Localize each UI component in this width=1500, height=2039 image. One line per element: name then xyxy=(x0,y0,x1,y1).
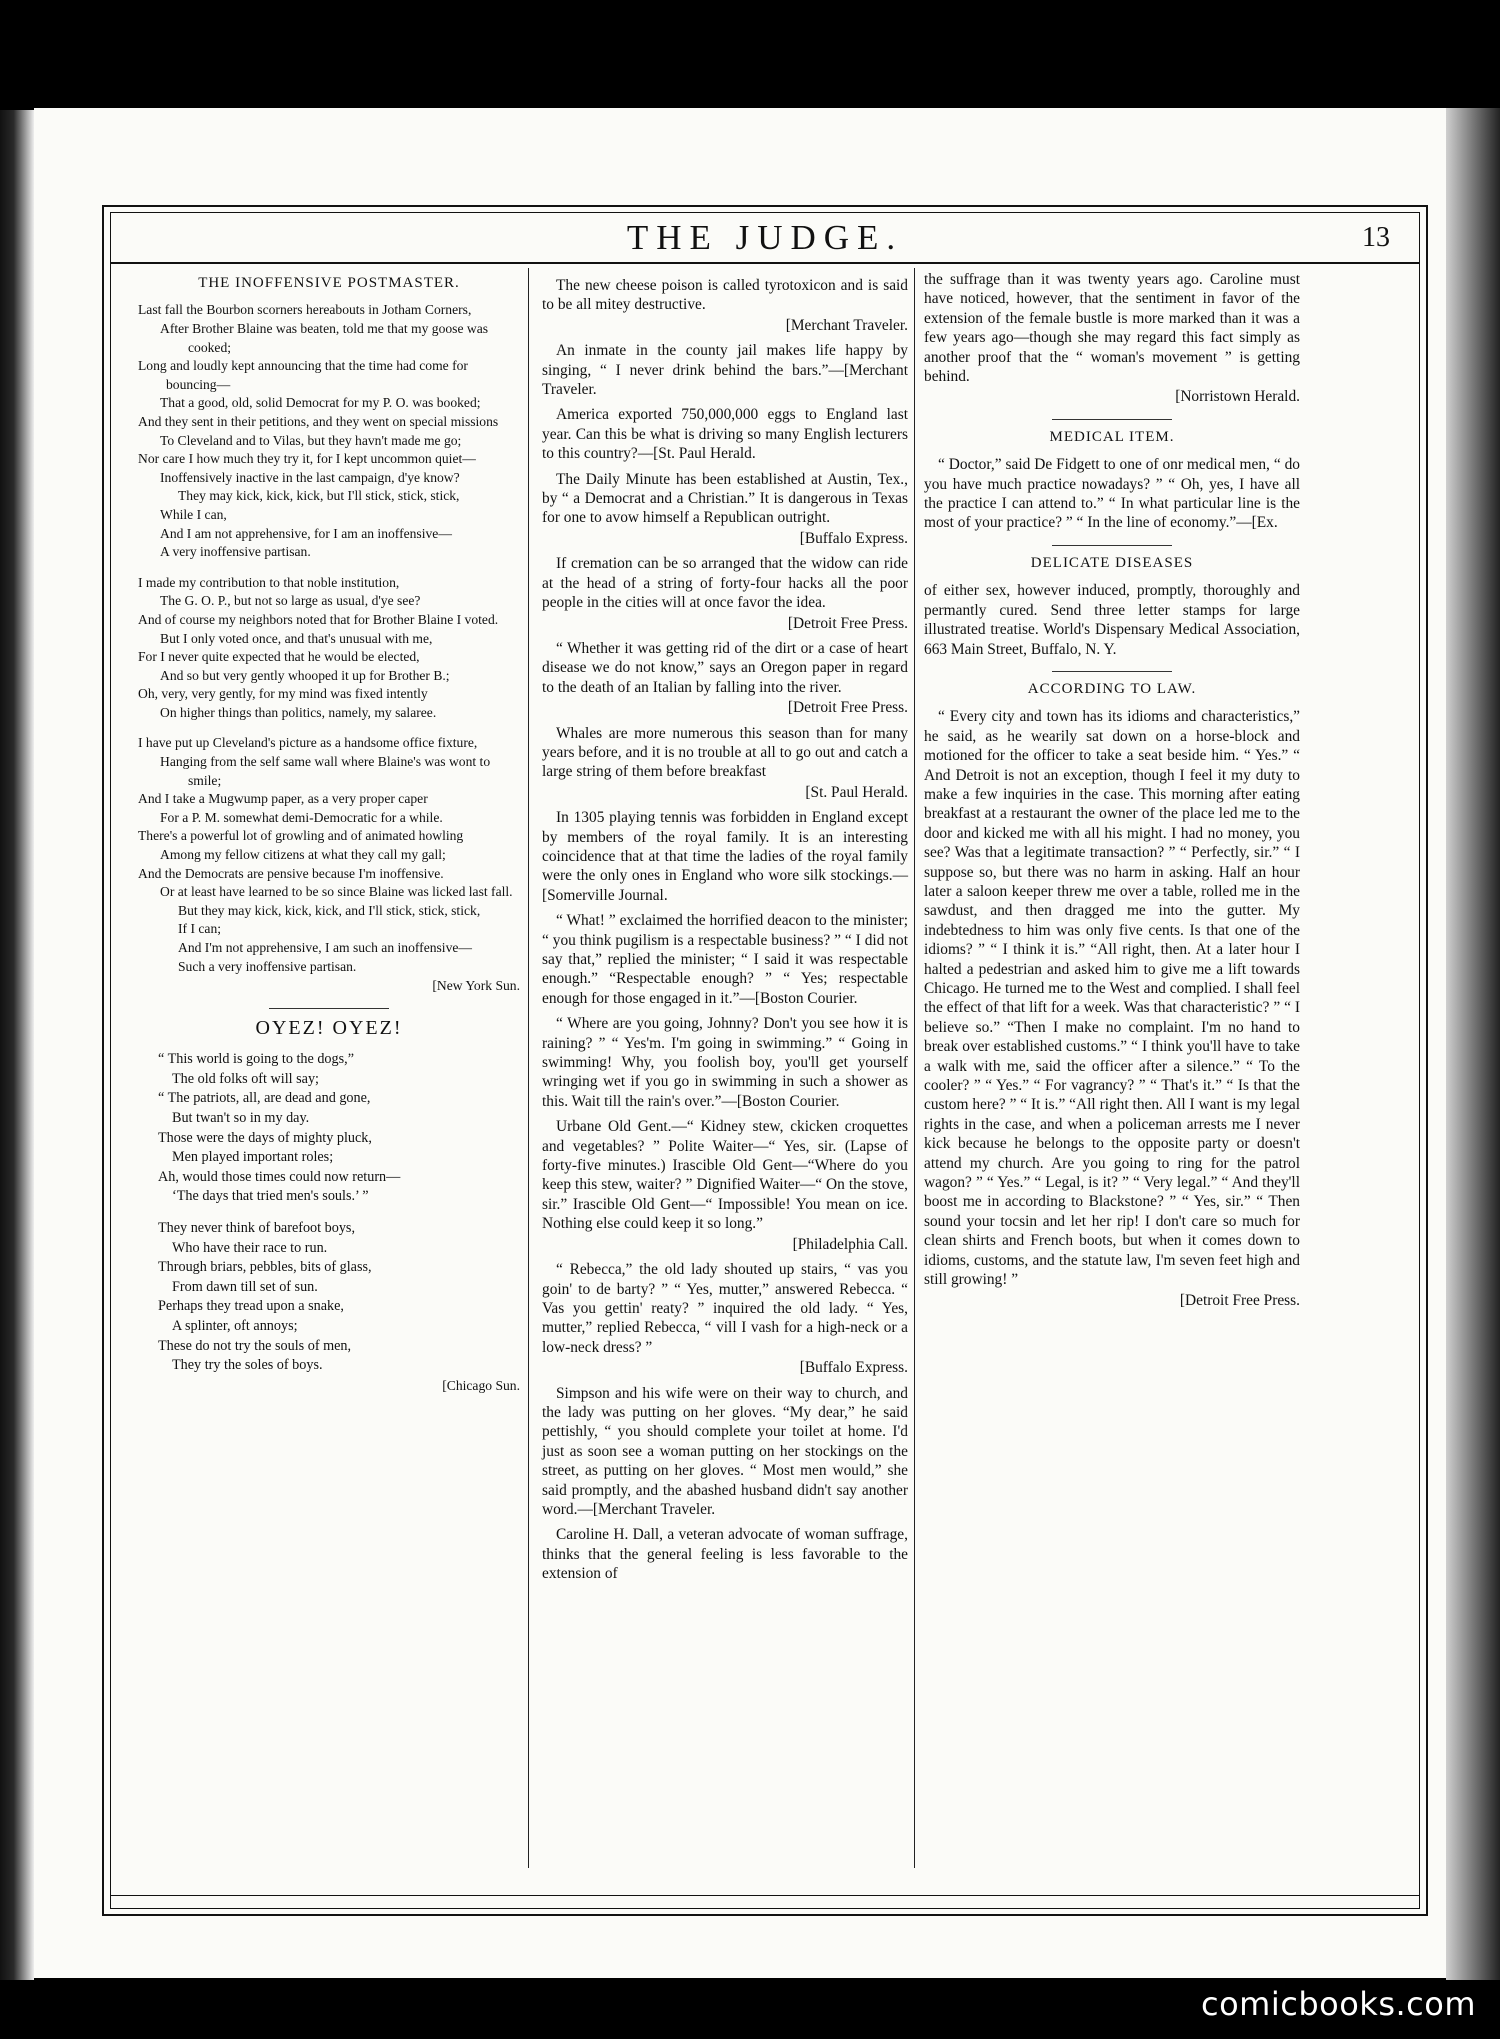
poem-stanza-4 xyxy=(138,1050,520,1207)
site-watermark: comicbooks.com xyxy=(1200,1985,1476,2023)
page-edge-stack xyxy=(1446,108,1500,1980)
verse-line: Nor care I how much they try it, for I kept uncommon quiet— xyxy=(138,451,476,467)
column-right xyxy=(924,270,1300,1310)
source-credit: [St. Paul Herald. xyxy=(805,783,908,801)
verse-line: Or at least have learned to be so since Blaine was licked last fall. xyxy=(160,884,513,900)
article-body: “ Doctor,” said De Fidgett to one of onr medical men, “ do you have much practice nowadays? ” “ Oh, yes, I have all the practice I can attend to.” “ In what particular line is the most of your practice? ” “ In the line of economy.”—[Ex. xyxy=(924,456,1300,532)
news-item: In 1305 playing tennis was forbidden in England except by members of the royal family. It is an interesting coincidence that at that time the ladies of the royal family were the only ones in England who wore silk stockings.—[Somerville Journal. xyxy=(542,809,908,904)
verse-line: If I can; xyxy=(178,921,222,937)
news-item: The Daily Minute has been established at Austin, Tex., by “ a Democrat and a Christian.” It is dangerous in Texas for one to avow himself a Republican outright. xyxy=(542,470,908,527)
book-binding xyxy=(0,110,34,1980)
verse-line: They may kick, kick, kick, but I'll stick, stick, stick, xyxy=(178,488,460,504)
advert-body: of either sex, however induced, promptly, thoroughly and permantly cured. Send three letter stamps for large illustrated treatise. World's Dispensary Medical Association, 663 Main Street, Buffalo, N. Y. xyxy=(924,582,1300,658)
verse-line: Last fall the Bourbon scorners hereabouts in Jotham Corners, xyxy=(138,302,472,318)
poem-stanza-5 xyxy=(138,1219,520,1395)
verse-line: Hanging from the self same wall where Blaine's was wont to smile; xyxy=(160,754,491,788)
poem-title: THE INOFFENSIVE POSTMASTER. xyxy=(198,275,460,291)
column-divider-2 xyxy=(914,268,915,1868)
verse-line: And I take a Mugwump paper, as a very proper caper xyxy=(138,791,428,807)
verse-line: They try the soles of boys. xyxy=(172,1357,323,1374)
verse-line: A very inoffensive partisan. xyxy=(160,544,311,560)
source-credit: [Buffalo Express. xyxy=(799,1359,908,1377)
poem-title: OYEZ! OYEZ! xyxy=(255,1016,403,1039)
verse-line: Such a very inoffensive partisan. xyxy=(178,958,357,974)
verse-line: There's a powerful lot of growling and of animated howling xyxy=(138,828,464,844)
news-item: Caroline H. Dall, a veteran advocate of woman suffrage, thinks that the general feeling is less favorable to the extension of xyxy=(542,1526,908,1583)
source-credit: [Detroit Free Press. xyxy=(787,699,908,717)
verse-line: For I never quite expected that he would be elected, xyxy=(138,649,420,665)
news-item-continuation: the suffrage than it was twenty years ago. Caroline must have noticed, however, that the sentiment in favor of the extension of the female bustle is more marked than it was a few years ago—though she may regard this fact simply as another proof that the “ woman's movement ” is getting behind. xyxy=(924,271,1300,386)
source-credit: [Merchant Traveler. xyxy=(785,316,908,334)
verse-line: I have put up Cleveland's picture as a handsome office fixture, xyxy=(138,735,478,751)
advert-title: DELICATE DISEASES xyxy=(1030,554,1194,571)
masthead-rule xyxy=(110,262,1420,264)
page-number: 13 xyxy=(1362,222,1390,253)
source-credit: [Chicago Sun. xyxy=(442,1377,520,1393)
verse-line: Perhaps they tread upon a snake, xyxy=(158,1298,344,1315)
verse-line: These do not try the souls of men, xyxy=(158,1337,352,1354)
verse-line: But I only voted once, and that's unusual with me, xyxy=(160,630,433,646)
verse-line: Inoffensively inactive in the last campaign, d'ye know? xyxy=(160,469,460,485)
column-left xyxy=(138,270,520,1397)
article-body: “ Every city and town has its idioms and characteristics,” he said, as he wearily sat down on a horse-block and motioned for the officer to take a seat beside him. “ Yes.” “ And Detroit is not an exception, though I feel it my duty to make a few inquiries in the case. This morning after eating breakfast at a restaurant the owner of the place led me to the door and kicked me with all his might. I had no money, you see? Was that a legitimate transaction? ” “ Perfectly, sir.” “ I suppose so, but there was no harm in asking. Half an hour later a saloon keeper threw me over a table, rolled me in the sawdust, and then dragged me into the gutter. My indebtedness to him was only five cents. Is that one of the idioms? ” “ I think it is.” “All right, then. At a later hour I halted a pedestrian and asked him to give me a lift towards Chicago. He turned me to the West and complied. I shall feel the effect of that lift for a week. Was that characteristic? ” “ I believe so.” “Then I make no complaint. I'm no hand to break over established customs.” “ I think you'll have to take a walk with me, said the officer after a silence.” “ To the cooler? ” “ Yes.” “ For vagrancy? ” “ That's it.” “ Is that the custom here? ” “ It is.” “All right then. All I want is my legal rights in the case, and when a policeman arrests me I never kick because he belongs to the opposite party or doesn't attend my church. Are you going to ring for the patrol wagon? ” “ Yes.” “ Legal, is it? ” “ Very legal.” “ And they'll boost me in according to Blackstone? ” “ Yes, sir.” “ Then sound your tocsin and let her rip! I don't care so much for clean shirts and French boots, but when it comes down to idioms, customs, and the statute law, I'm seven feet high and still growing! ” xyxy=(924,708,1300,1289)
verse-line: The G. O. P., but not so large as usual, d'ye see? xyxy=(160,593,421,609)
page-bottom-rule xyxy=(110,1895,1420,1896)
verse-line: The old folks oft will say; xyxy=(172,1070,319,1087)
source-credit: [Philadelphia Call. xyxy=(792,1235,908,1253)
source-credit: [Detroit Free Press. xyxy=(787,614,908,632)
verse-line: And I am not apprehensive, for I am an inoffensive— xyxy=(160,525,452,541)
verse-line: Oh, very, very gently, for my mind was fixed intently xyxy=(138,686,428,702)
verse-line: While I can, xyxy=(160,506,227,522)
verse-line: Men played important roles; xyxy=(172,1149,334,1166)
news-item: Whales are more numerous this season than for many years before, and it is no trouble at all to go out and catch a large string of them before breakfast xyxy=(542,724,908,781)
source-credit: [Norristown Herald. xyxy=(1175,388,1300,406)
verse-line: And I'm not apprehensive, I am such an inoffensive— xyxy=(178,940,473,955)
news-item: The new cheese poison is called tyrotoxicon and is said to be all mitey destructive. xyxy=(542,277,908,314)
source-credit: [New York Sun. xyxy=(432,978,520,994)
section-rule xyxy=(269,1008,389,1009)
news-item: If cremation can be so arranged that the widow can ride at the head of a string of forty-four hacks all the poor people in the cities will at once favor the idea. xyxy=(542,555,908,612)
poem-stanza-1 xyxy=(138,301,520,561)
verse-line: To Cleveland and to Vilas, but they havn't made me go; xyxy=(160,432,462,448)
verse-line: I made my contribution to that noble institution, xyxy=(138,574,400,590)
masthead xyxy=(110,212,1420,262)
source-credit: [Buffalo Express. xyxy=(799,529,908,547)
verse-line: After Brother Blaine was beaten, told me that my goose was cooked; xyxy=(160,321,489,355)
verse-line: But twan't so in my day. xyxy=(172,1109,310,1126)
verse-line: Those were the days of mighty pluck, xyxy=(158,1129,372,1146)
verse-line: From dawn till set of sun. xyxy=(172,1278,318,1295)
news-item: America exported 750,000,000 eggs to England last year. Can this be what is driving so many English lecturers to this country?—[St. Paul Herald. xyxy=(542,406,908,463)
news-item: An inmate in the county jail makes life happy by singing, “ I never drink behind the bars.”—[Merchant Traveler. xyxy=(542,342,908,399)
verse-line: Through briars, pebbles, bits of glass, xyxy=(158,1259,372,1276)
news-item: Urbane Old Gent.—“ Kidney stew, ckicken croquettes and vegetables? ” Polite Waiter—“ Yes, sir. (Lapse of forty-five minutes.) Irascible Old Gent—“Where do you keep this stew, waiter? ” Dignified Waiter—“ On the stove, sir.” Irascible Old Gent—“ Impossible! You mean on ice. Nothing else could keep it so long.” xyxy=(542,1118,908,1233)
verse-line: Ah, would those times could now return— xyxy=(158,1168,401,1185)
verse-line: And the Democrats are pensive because I'm inoffensive. xyxy=(138,865,444,881)
verse-line: On higher things than politics, namely, my salaree. xyxy=(160,704,437,720)
verse-line: Who have their race to run. xyxy=(172,1239,328,1256)
column-divider-1 xyxy=(528,268,529,1868)
section-rule xyxy=(1052,419,1172,420)
verse-line: And of course my neighbors noted that for Brother Blaine I voted. xyxy=(138,611,499,627)
verse-line: That a good, old, solid Democrat for my P. O. was booked; xyxy=(160,395,481,411)
section-rule xyxy=(1052,545,1172,546)
news-item: “ Where are you going, Johnny? Don't you see how it is raining? ” “ Yes'm. I'm going in swimming.” “ Going in swimming! Why, you foolish boy, you'll get yourself wringing wet if you go in swimming in such a shower as this. Wait till the rain's over.”—[Boston Courier. xyxy=(542,1015,908,1110)
verse-line: A splinter, oft annoys; xyxy=(172,1317,298,1334)
news-item: Simpson and his wife were on their way to church, and the lady was putting on her gloves. “My dear,” he said pettishly, “ you should complete your toilet at home. I'd just as soon see a woman putting on her stockings on the street, as putting on her gloves. “ Most men would,” she said promptly, and the abashed husband didn't say another word.—[Merchant Traveler. xyxy=(542,1384,908,1518)
verse-line: Among my fellow citizens at what they call my gall; xyxy=(160,847,446,863)
column-middle xyxy=(542,270,908,1584)
article-title: ACCORDING TO LAW. xyxy=(1027,680,1197,697)
source-credit: [Detroit Free Press. xyxy=(1179,1291,1300,1309)
news-item: “ What! ” exclaimed the horrified deacon to the minister; “ you think pugilism is a respectable business? ” “ I did not say that,” replied the minister; “ I said it was respectable enough.” “Respectable enough? ” “ Yes; respectable enough for those engaged in it.”—[Boston Courier. xyxy=(542,912,908,1007)
verse-line: Long and loudly kept announcing that the time had come for bouncing— xyxy=(138,358,468,392)
verse-line: They never think of barefoot boys, xyxy=(158,1219,355,1236)
verse-line: For a P. M. somewhat demi-Democratic for a while. xyxy=(160,809,443,825)
poem-stanza-2 xyxy=(138,574,520,723)
verse-line: “ The patriots, all, are dead and gone, xyxy=(158,1090,371,1107)
verse-line: And so but very gently whooped it up for Brother B.; xyxy=(160,667,450,683)
verse-line: But they may kick, kick, kick, and I'll stick, stick, stick, xyxy=(178,902,481,918)
verse-line: And they sent in their petitions, and they went on special missions xyxy=(138,413,499,429)
masthead-title: THE JUDGE. xyxy=(626,218,904,257)
verse-line: ‘The days that tried men's souls.’ ” xyxy=(172,1188,369,1205)
verse-line: “ This world is going to the dogs,” xyxy=(158,1051,354,1068)
news-item: “ Whether it was getting rid of the dirt or a case of heart disease we do not know,” says an Oregon paper in regard to the death of an Italian by falling into the river. xyxy=(542,639,908,696)
article-title: MEDICAL ITEM. xyxy=(1049,428,1175,445)
news-item: “ Rebecca,” the old lady shouted up stairs, “ vas you goin' to de barty? ” “ Yes, mutter,” answered Rebecca. “ Vas you gettin' reaty? ” inquired the old lady. “ Yes, mutter,” replied Rebecca, “ vill I vash for a high-neck or a low-neck dress? ” xyxy=(542,1261,908,1356)
poem-stanza-3 xyxy=(138,734,520,995)
section-rule xyxy=(1052,671,1172,672)
